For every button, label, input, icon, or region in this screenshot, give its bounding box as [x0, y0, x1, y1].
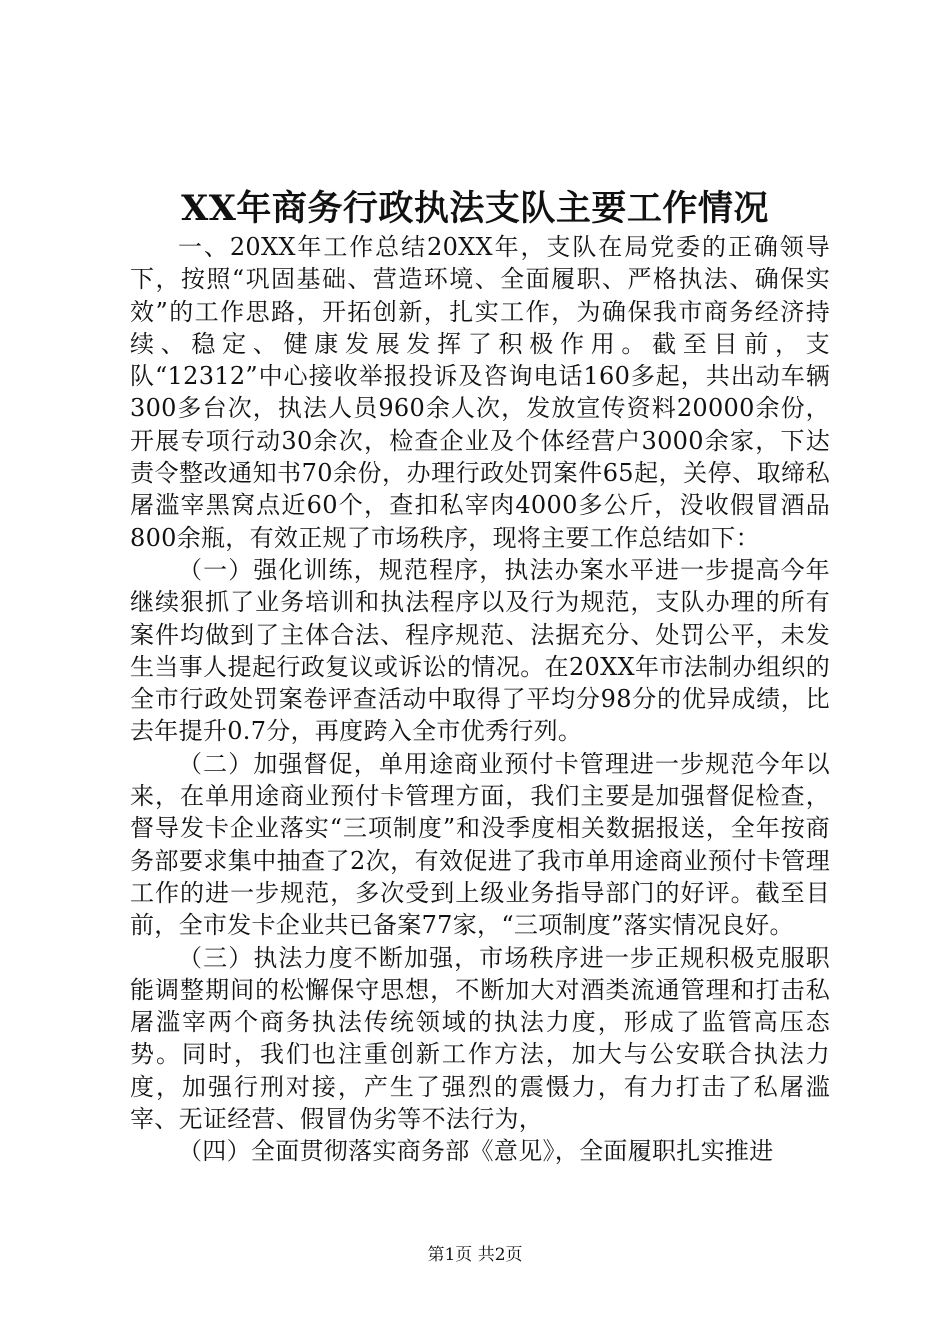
document-body	[130, 231, 830, 1168]
paragraph-section-1: （一）强化训练，规范程序，执法办案水平进一步提高今年继续狠抓了业务培训和执法程序以及行为规范，支队办理的所有案件均做到了主体合法、程序规范、法据充分、处罚公平，未发生当事人提起行政复议或诉讼的情况。在20XX年市法制办组织的全市行政处罚案卷评查活动中取得了平均分98分的优异成绩，比去年提升0.7分，再度跨入全市优秀行列。	[130, 555, 830, 746]
paragraph-section-4: （四）全面贯彻落实商务部《意见》，全面履职扎实推进	[178, 1137, 774, 1166]
paragraph-summary: 一、20XX年工作总结20XX年，支队在局党委的正确领导下，按照“巩固基础、营造环境、全面履职、严格执法、确保实效”的工作思路，开拓创新，扎实工作，为确保我市商务经济持续、稳定、健康发展发挥了积极作用。截至目前，支队“12312”中心接收举报投诉及咨询电话160多起，共出动车辆300多台次，执法人员960余人次，发放宣传资料20000余份，开展专项行动30余次，检查企业及个体经营户3000余家，下达责令整改通知书70余份，办理行政处罚案件65起，关停、取缔私屠滥宰黑窝点近60个，查扣私宰肉4000多公斤，没收假冒酒品800余瓶，有效正规了市场秩序，现将主要工作总结如下：	[130, 233, 830, 552]
page-footer: 第1页 共2页	[427, 1245, 523, 1265]
paragraph-section-2: （二）加强督促，单用途商业预付卡管理进一步规范今年以来，在单用途商业预付卡管理方面，我们主要是加强督促检查，督导发卡企业落实“三项制度”和没季度相关数据报送，全年按商务部要求集中抽查了2次，有效促进了我市单用途商业预付卡管理工作的进一步规范，多次受到上级业务指导部门的好评。截至目前，全市发卡企业共已备案77家，“三项制度”落实情况良好。	[130, 749, 830, 940]
paragraph-section-3: （三）执法力度不断加强，市场秩序进一步正规积极克服职能调整期间的松懈保守思想，不断加大对酒类流通管理和打击私屠滥宰两个商务执法传统领域的执法力度，形成了监管高压态势。同时，我们也注重创新工作方法，加大与公安联合执法力度，加强行刑对接，产生了强烈的震慑力，有力打击了私屠滥宰、无证经营、假冒伪劣等不法行为，	[130, 943, 830, 1134]
document-title: XX年商务行政执法支队主要工作情况	[181, 188, 769, 229]
